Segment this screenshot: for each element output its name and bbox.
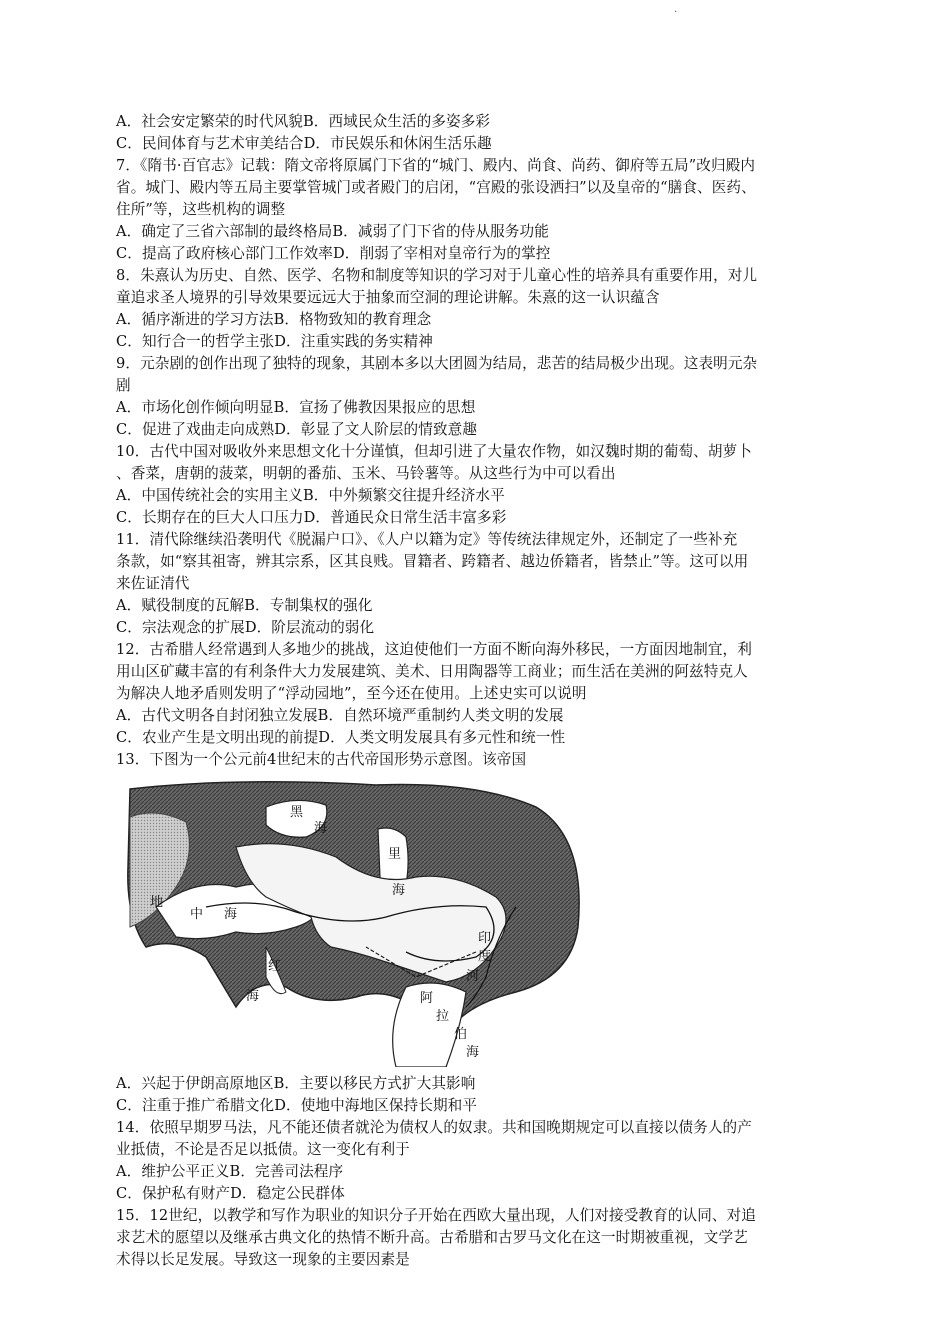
text-line: 10．古代中国对吸收外来思想文化十分谨慎，但却引进了大量农作物，如汉魏时期的葡萄、胡萝卜 (116, 443, 752, 460)
text-line: C．民间体育与艺术审美结合D．市民娱乐和休闲生活乐趣 (116, 135, 492, 152)
text-line: A．古代文明各自封闭独立发展B．自然环境严重制约人类文明的发展 (116, 707, 564, 724)
text-line: 业抵债，不论是否足以抵债。这一变化有利于 (116, 1141, 410, 1158)
text-line: C．注重于推广希腊文化D．使地中海地区保持长期和平 (116, 1097, 478, 1114)
text-line: 7．《隋书·百官志》记载：隋文帝将原属门下省的“城门、殿内、尚食、尚药、御府等五局”改归殿内 (116, 157, 756, 174)
text-line: 13．下图为一个公元前4世纪末的古代帝国形势示意图。该帝国 (116, 751, 527, 768)
text-line: 术得以长足发展。导致这一现象的主要因素是 (116, 1251, 410, 1268)
text-line: 童追求圣人境界的引导效果要远远大于抽象而空洞的理论讲解。朱熹的这一认识蕴含 (116, 289, 660, 306)
map-label-indus-3: 河 (466, 969, 480, 984)
text-line: 住所”等，这些机构的调整 (116, 201, 286, 218)
text-line: C．知行合一的哲学主张D．注重实践的务实精神 (116, 333, 433, 350)
text-line: A．循序渐进的学习方法B．格物致知的教育理念 (116, 311, 432, 328)
text-line: 14．依照早期罗马法，凡不能还债者就沦为债权人的奴隶。共和国晚期规定可以直接以债务人的产 (116, 1119, 752, 1136)
text-line: C．提高了政府核心部门工作效率D．削弱了宰相对皇帝行为的掌控 (116, 245, 551, 262)
map-label-indus-2: 度 (478, 949, 492, 964)
map-label-red-2: 海 (246, 989, 260, 1004)
text-line: 剧 (116, 377, 131, 394)
text-line: C．保护私有财产D．稳定公民群体 (116, 1185, 345, 1202)
map-label-arab-2: 拉 (436, 1009, 450, 1024)
text-line: A．中国传统社会的实用主义B．中外频繁交往提升经济水平 (116, 487, 505, 504)
map-label-indus-1: 印 (478, 931, 492, 946)
text-line: 8．朱熹认为历史、自然、医学、名物和制度等知识的学习对于儿童心性的培养具有重要作用，对儿 (116, 267, 758, 284)
map-label-caspian-1: 里 (388, 847, 402, 862)
text-line: 用山区矿藏丰富的有利条件大力发展建筑、美术、日用陶器等工商业；而生活在美洲的阿兹特克人 (116, 663, 748, 680)
text-line: C．农业产生是文明出现的前提D．人类文明发展具有多元性和统一性 (116, 729, 566, 746)
text-line: 条款，如“察其祖寄，辨其宗系，区其良贱。冒籍者、跨籍者、越边侨籍者，皆禁止”等。这可以用 (116, 553, 749, 570)
text-block-after-map (116, 1073, 844, 1271)
text-line: 省。城门、殿内等五局主要掌管城门或者殿门的启闭，“宫殿的张设洒扫”以及皇帝的“膳食、医药、 (116, 179, 756, 196)
text-line: A．赋役制度的瓦解B．专制集权的强化 (116, 597, 373, 614)
map-label-arab-4: 海 (466, 1045, 480, 1060)
text-line: 为解决人地矛盾则发明了“浮动园地”，至今还在使用。上述史实可以说明 (116, 685, 587, 702)
header-mark: . (674, 4, 678, 15)
text-line: 求艺术的愿望以及继承古典文化的热情不断升高。古希腊和古罗马文化在这一时期被重视，文学艺 (116, 1229, 748, 1246)
text-line: A．市场化创作倾向明显B．宣扬了佛教因果报应的思想 (116, 399, 476, 416)
question-content (116, 111, 844, 1271)
text-line: A．社会安定繁荣的时代风貌B．西域民众生活的多姿多彩 (116, 113, 491, 130)
map-label-med-2: 中 (190, 907, 204, 922)
text-line: 11．清代除继续沿袭明代《脱漏户口》、《人户以籍为定》等传统法律规定外，还制定了一些补充 (116, 531, 738, 548)
text-line: 15．12世纪，以教学和写作为职业的知识分子开始在西欧大量出现，人们对接受教育的认同、对追 (116, 1207, 756, 1224)
map-label-black-sea-1: 黑 (290, 805, 304, 820)
map-label-med-1: 地 (150, 895, 164, 910)
map-label-med-3: 海 (224, 907, 238, 922)
text-line: 12．古希腊人经常遇到人多地少的挑战，这迫使他们一方面不断向海外移民，一方面因地制宜，利 (116, 641, 752, 658)
text-line: 、香菜，唐朝的菠菜，明朝的番茄、玉米、马铃薯等。从这些行为中可以看出 (116, 465, 616, 482)
text-line: C．促进了戏曲走向成熟D．彰显了文人阶层的情致意趣 (116, 421, 478, 438)
text-line: C．长期存在的巨大人口压力D．普通民众日常生活丰富多彩 (116, 509, 507, 526)
map-label-arab-1: 阿 (420, 991, 434, 1006)
map-label-caspian-2: 海 (392, 883, 406, 898)
map-label-arab-3: 伯 (454, 1027, 468, 1042)
empire-map (116, 777, 586, 1067)
text-line: A．确定了三省六部制的最终格局B．减弱了门下省的侍从服务功能 (116, 223, 549, 240)
text-line: C．宗法观念的扩展D．阶层流动的弱化 (116, 619, 375, 636)
text-line: 来佐证清代 (116, 575, 190, 592)
text-line: A．维护公平正义B．完善司法程序 (116, 1163, 344, 1180)
map-label-black-sea-2: 海 (314, 821, 328, 836)
text-line: A．兴起于伊朗高原地区B．主要以移民方式扩大其影响 (116, 1075, 476, 1092)
text-block-before-map (116, 111, 844, 771)
text-line: 9．元杂剧的创作出现了独特的现象，其剧本多以大团圆为结局，悲苦的结局极少出现。这表明元杂 (116, 355, 758, 372)
map-label-red-1: 红 (268, 959, 282, 974)
empire-map-drawing (116, 777, 586, 1067)
